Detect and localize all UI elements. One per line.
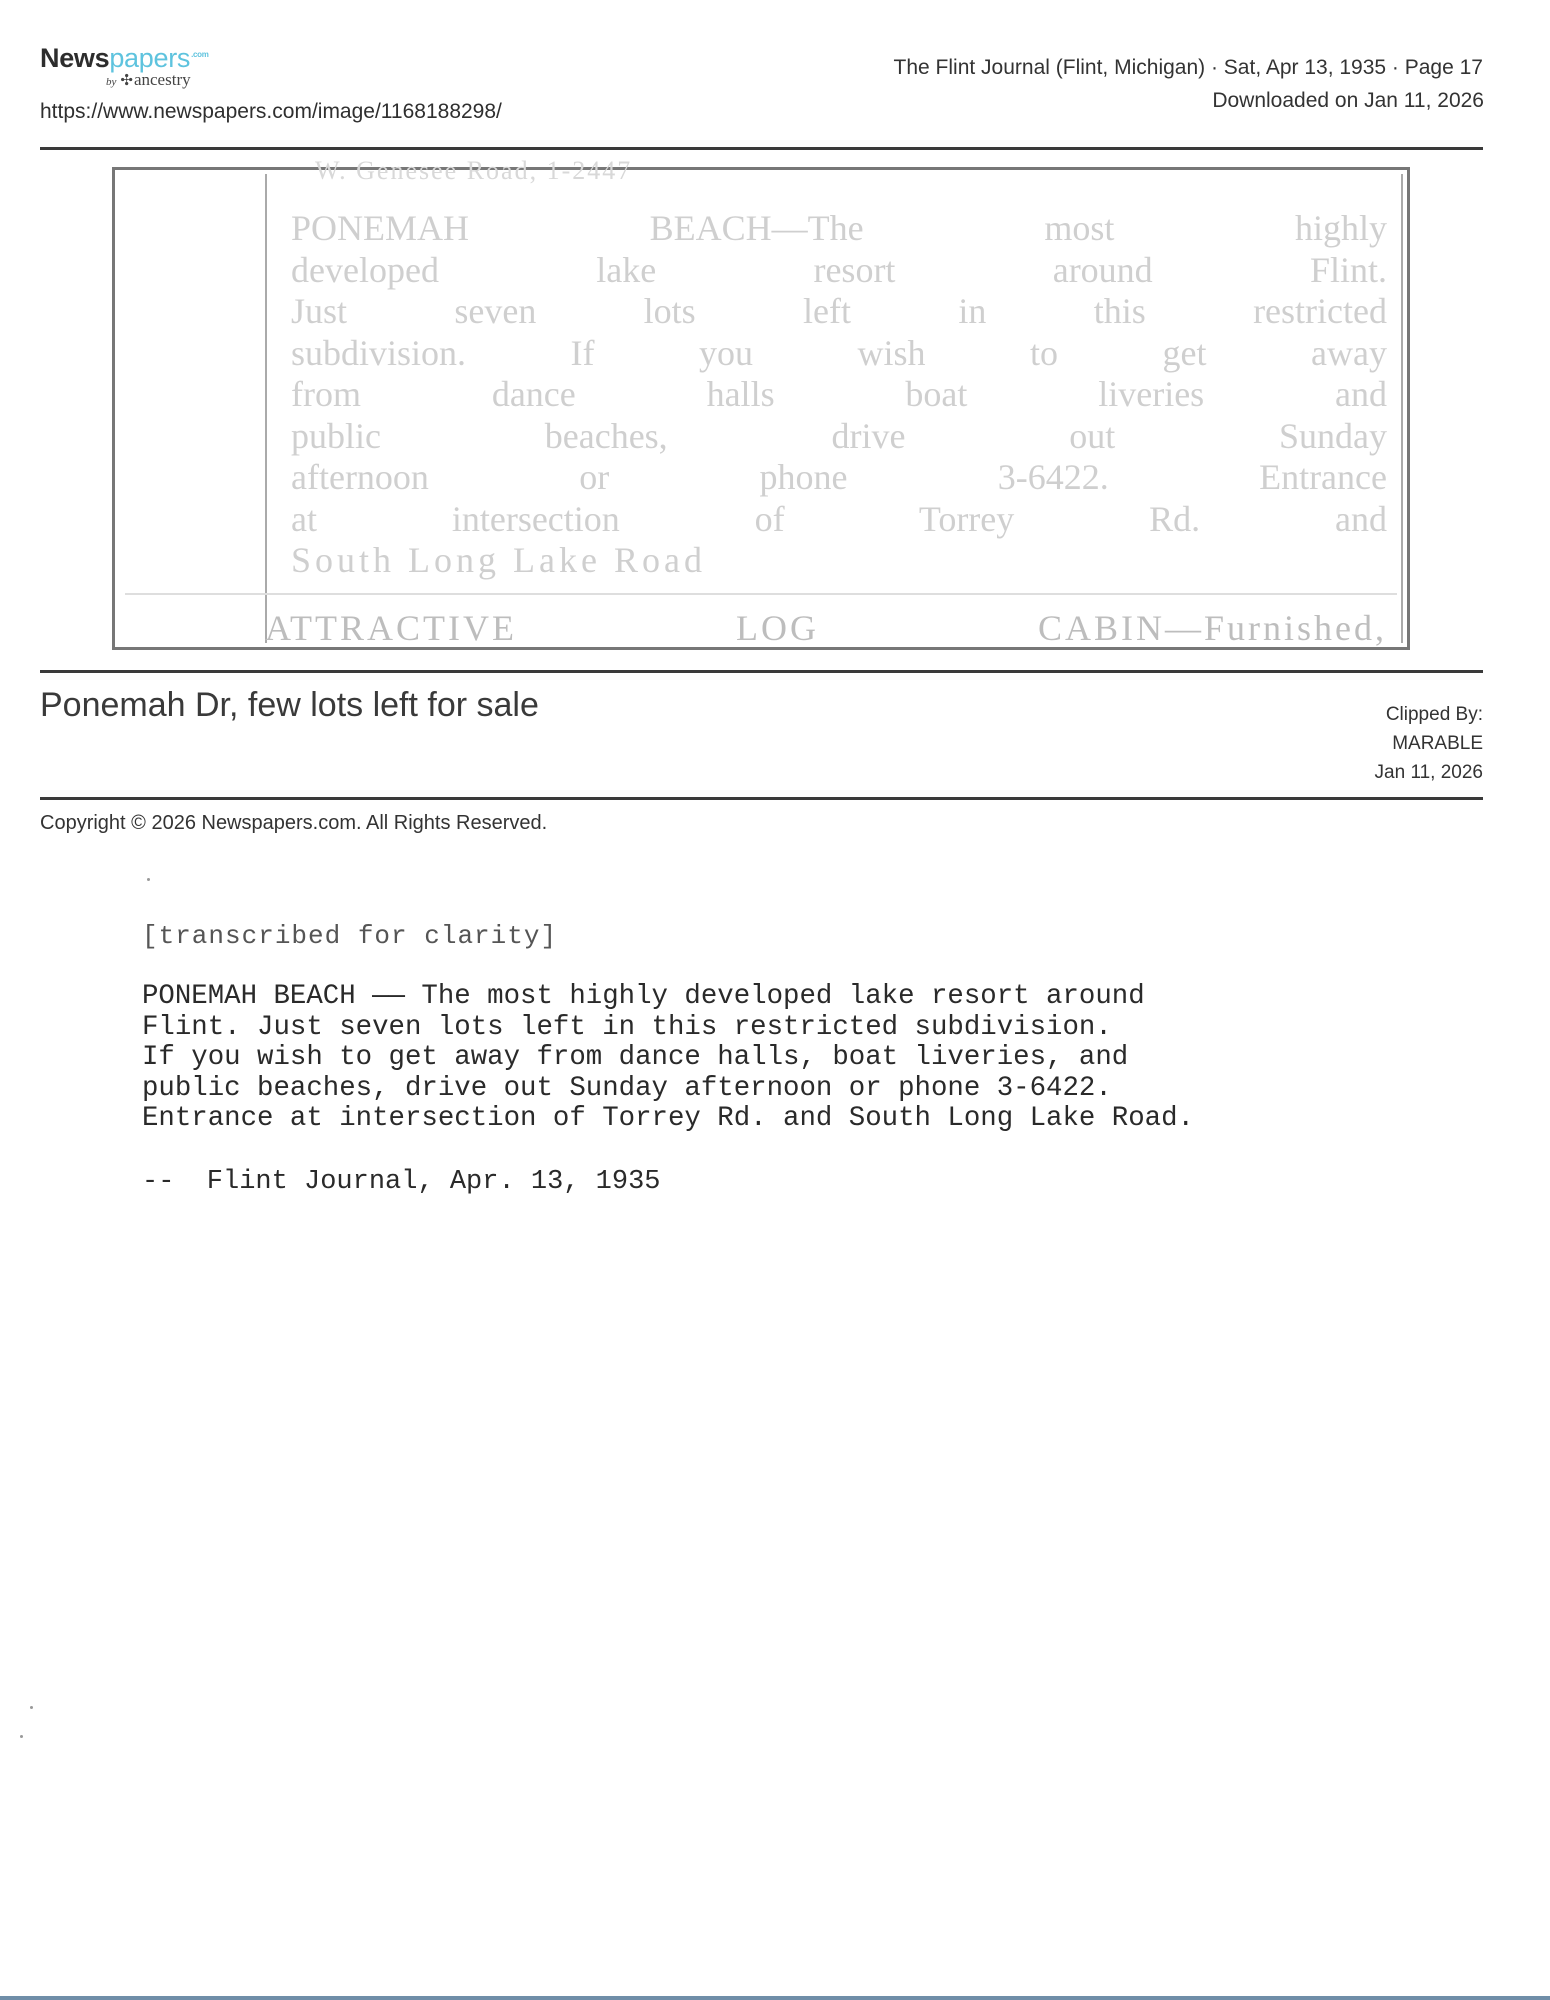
clip-divider-bottom xyxy=(40,797,1483,800)
copyright-notice: Copyright © 2026 Newspapers.com. All Rights Reserved. xyxy=(40,812,548,834)
image-url: https://www.newspapers.com/image/1168188298/ xyxy=(40,100,502,123)
clip-divider-top xyxy=(40,670,1483,673)
logo-dotcom: .com xyxy=(191,50,209,59)
clipping-ad-text xyxy=(291,208,1387,582)
logo-news: News xyxy=(40,43,110,73)
clipping-line: at intersection of Torrey Rd. and xyxy=(291,498,1387,539)
clipping-line: from dance halls boat liveries and xyxy=(291,374,1387,414)
transcription-note: [transcribed for clarity] xyxy=(142,921,558,951)
logo-ancestry: ancestry xyxy=(133,70,191,89)
clipping-line: afternoon or phone 3-6422. Entrance xyxy=(291,457,1387,497)
scan-speck xyxy=(20,1735,23,1738)
clipping-column xyxy=(265,174,1403,643)
clipping-top-fragment: W. Genesee Road, 1-2447 xyxy=(315,156,633,185)
download-date: Downloaded on Jan 11, 2026 xyxy=(1212,89,1484,112)
transcription-body: PONEMAH BEACH —— The most highly developed lake resort around Flint. Just seven lots left in this restricted subdivision. If you wish to get away from dance halls, boat liveries, and public beaches, drive out Sunday afternoon or phone 3-6422. Entrance at intersection of Torrey Rd. and South Long Lake Road. xyxy=(142,981,1194,1134)
clip-title: Ponemah Dr, few lots left for sale xyxy=(40,686,539,724)
clipped-by-user: MARABLE xyxy=(1392,733,1483,754)
clipping-line: South Long Lake Road xyxy=(291,540,706,580)
logo-by: by xyxy=(106,76,117,88)
scan-speck xyxy=(30,1706,33,1709)
clipping-bottom-fragment: ATTRACTIVE LOG CABIN—Furnished, xyxy=(265,608,1387,648)
logo-papers: papers xyxy=(109,43,191,73)
clipping-separator xyxy=(125,593,1397,595)
scan-bottom-edge xyxy=(0,1996,1550,2000)
clipped-by-info xyxy=(1375,700,1483,787)
clipped-date: Jan 11, 2026 xyxy=(1374,762,1483,783)
logo-wordmark xyxy=(40,40,209,73)
clipping-line: Just seven lots left in this restricted xyxy=(291,291,1387,331)
clipping-line: developed lake resort around Flint. xyxy=(291,249,1387,290)
newspapers-logo xyxy=(40,40,209,90)
newspaper-clipping-image xyxy=(112,156,1410,650)
ancestry-leaf-icon: ✣ xyxy=(120,73,133,89)
transcription-citation: -- Flint Journal, Apr. 13, 1935 xyxy=(142,1167,661,1197)
header-divider xyxy=(40,147,1483,150)
scan-speck xyxy=(147,878,150,881)
clipping-line: subdivision. If you wish to get away xyxy=(291,332,1387,373)
publication-info: The Flint Journal (Flint, Michigan) · Sat, Apr 13, 1935 · Page 17 xyxy=(893,56,1483,79)
logo-ancestry-line xyxy=(106,70,209,90)
clipping-line: public beaches, drive out Sunday xyxy=(291,415,1387,456)
clipped-by-label: Clipped By: xyxy=(1385,704,1483,725)
clipping-line: PONEMAH BEACH—The most highly xyxy=(291,208,1387,248)
